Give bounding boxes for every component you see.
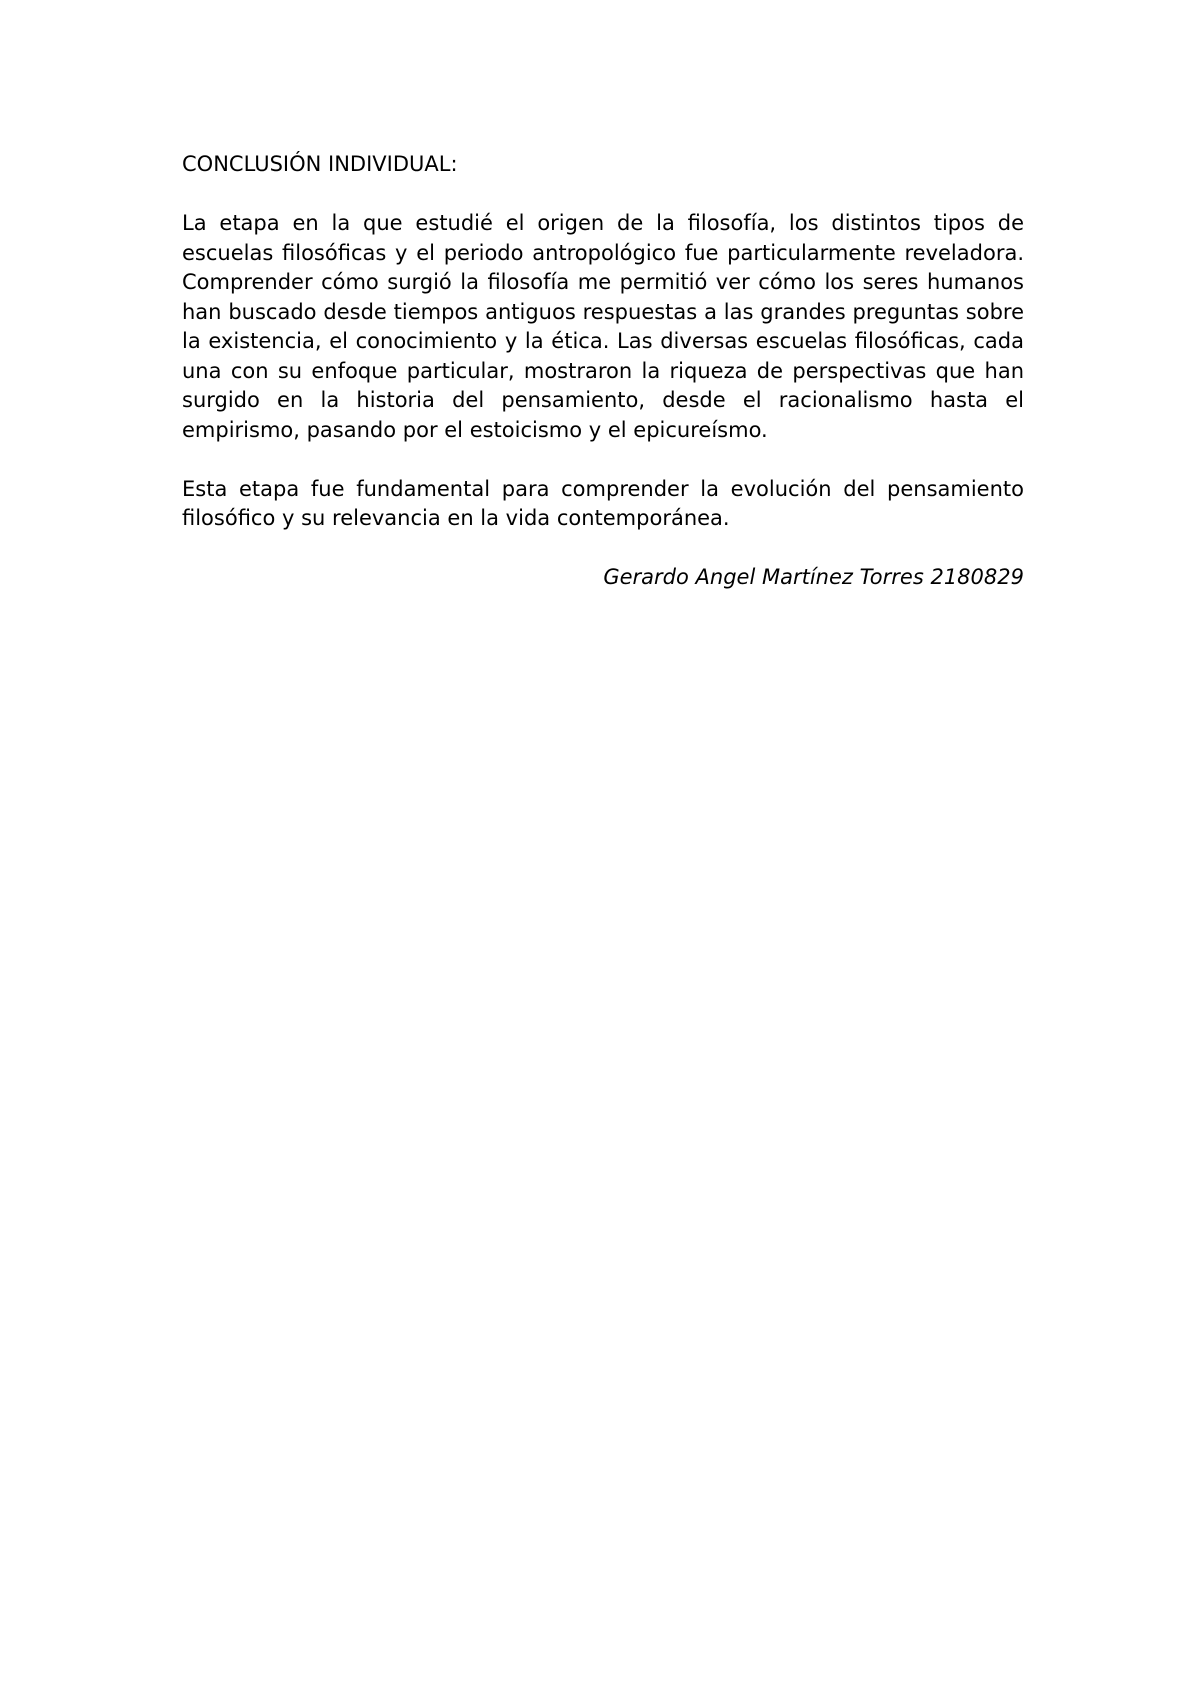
document-body (182, 150, 1024, 593)
author-signature: Gerardo Angel Martínez Torres 2180829 (603, 565, 1024, 589)
paragraph-intro: La etapa en la que estudié el origen de la filosofía, los distintos tipos de escuelas filosóficas y el periodo antropológico fue particularmente reveladora. Comprender cómo surgió la filosofía me permitió ver cómo los seres humanos han buscado desde tiempos antiguos respuestas a las grandes preguntas sobre la existencia, el conocimiento y la ética. Las diversas escuelas filosóficas, cada una con su enfoque particular, mostraron la riqueza de perspectivas que han surgido en la historia del pensamiento, desde el racionalismo hasta el empirismo, pasando por el estoicismo y el epicureísmo. (182, 211, 1024, 442)
paragraph-conclusion: Esta etapa fue fundamental para comprender la evolución del pensamiento filosófico y su relevancia en la vida contemporánea. (182, 476, 1024, 530)
document-title: CONCLUSIÓN INDIVIDUAL: (182, 152, 458, 176)
